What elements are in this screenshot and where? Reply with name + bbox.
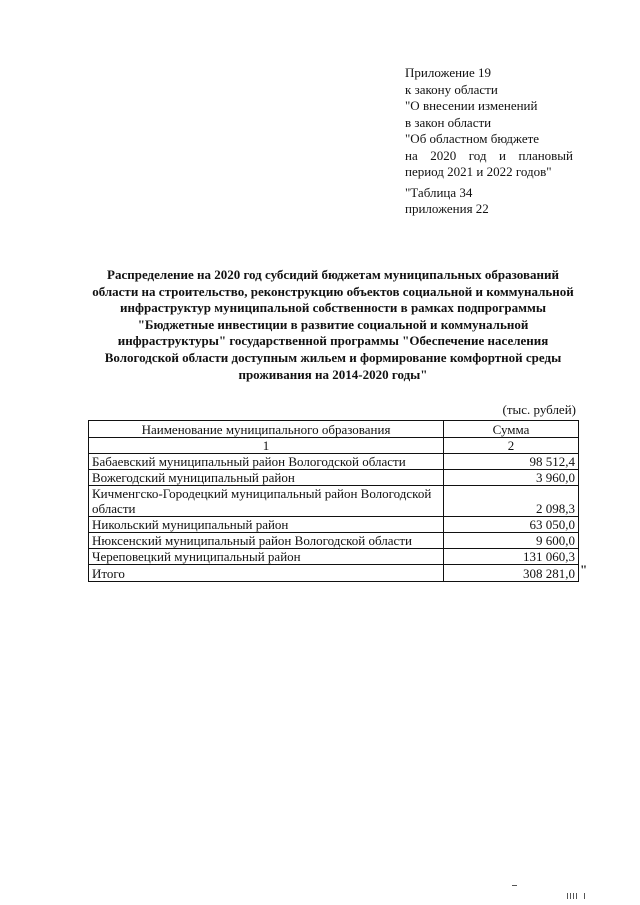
amount: 9 600,0 [444,533,579,549]
title-line: "Бюджетные инвестиции в развитие социальной и коммунальной [137,316,529,332]
distribution-table [88,420,579,582]
municipality-name: Никольский муниципальный район [89,517,444,533]
municipality-name: Бабаевский муниципальный район Вологодской области [89,454,444,470]
municipality-name: Череповецкий муниципальный район [89,549,444,565]
closing-quote: " [580,562,588,577]
table-row [89,454,579,470]
column-number: 1 [89,438,444,454]
table-reference-line: приложения 22 [405,201,489,216]
title-line: инфраструктуры" государственной программы "Обеспечение населения [117,333,549,349]
title-line: проживания на 2014-2020 годы" [238,366,428,382]
table-row [89,517,579,533]
total-amount: 308 281,0 [444,565,579,582]
municipality-name: Вожегодский муниципальный район [89,470,444,486]
scan-artifact [512,885,517,886]
appendix-line: Приложение 19 [405,65,492,80]
table-row [89,486,579,517]
title-line: Распределение на 2020 год субсидий бюджетам муниципальных образований [107,267,559,282]
column-number-row [89,438,579,454]
table-header-row [89,421,579,438]
title-line: области на строительство, реконструкцию объектов социальной и коммунальной [92,283,574,299]
amount: 2 098,3 [444,486,579,517]
scan-artifact [576,893,577,899]
appendix-line: "Об областном бюджете [405,131,540,146]
title-line: Вологодской области доступным жильем и формирование комфортной среды [104,349,562,365]
scan-artifact [584,893,585,899]
table-row [89,549,579,565]
table-reference-line: "Таблица 34 [405,184,473,200]
appendix-line: на 2020 год и плановый [405,147,573,163]
appendix-header [405,65,573,218]
amount: 98 512,4 [444,454,579,470]
total-row [89,565,579,582]
scan-artifact [570,893,571,899]
table-row [89,533,579,549]
table-reference [405,185,573,218]
table-row [89,470,579,486]
header-name: Наименование муниципального образования [89,421,444,438]
document-title [88,267,578,383]
units-label: (тыс. рублей) [502,402,576,417]
amount: 63 050,0 [444,517,579,533]
appendix-line: период 2021 и 2022 годов" [405,164,552,179]
scan-artifact [567,893,568,899]
scan-artifact [573,893,574,899]
column-number: 2 [444,438,579,454]
appendix-line: к закону области [405,81,498,97]
appendix-line: в закон области [405,114,492,130]
header-amount: Сумма [444,421,579,438]
total-label: Итого [89,565,444,582]
title-line: инфраструктур муниципальной собственности в рамках подпрограммы [120,300,546,316]
municipality-name: Кичменгско-Городецкий муниципальный район Вологодской области [89,486,444,517]
amount: 3 960,0 [444,470,579,486]
municipality-name: Нюксенский муниципальный район Вологодской области [89,533,444,549]
appendix-line: "О внесении изменений [405,98,538,113]
amount: 131 060,3 [444,549,579,565]
